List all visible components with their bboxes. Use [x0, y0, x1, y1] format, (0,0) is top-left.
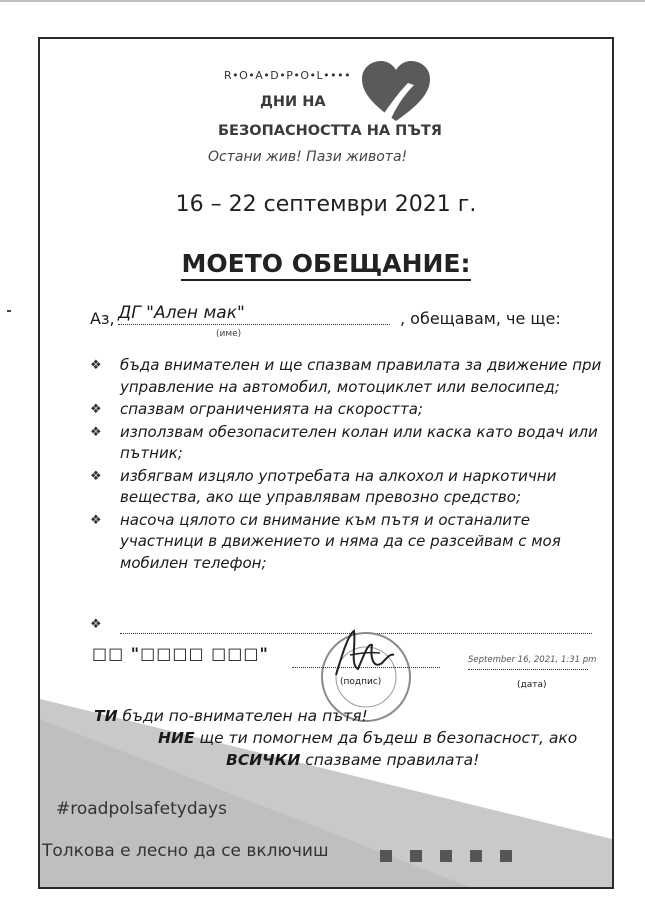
date-label: (дата) [517, 680, 547, 690]
decorative-squares [380, 847, 530, 866]
signature-label: (подпис) [340, 677, 382, 687]
promise-list [90, 355, 610, 575]
name-prefix: Аз, [90, 309, 115, 328]
bullet-diamond-icon: ❖ [90, 358, 102, 373]
name-suffix: , обещавам, че ще: [400, 309, 561, 328]
bullet-diamond-icon: ❖ [90, 617, 102, 632]
square-icon [470, 850, 482, 862]
school-name-text: □□ "□□□□ □□□" [92, 644, 269, 663]
header-title-line1: ДНИ НА [260, 94, 326, 110]
scan-speck [7, 310, 11, 312]
square-icon [380, 850, 392, 862]
campaign-dates: 16 – 22 септември 2021 г. [175, 192, 477, 217]
bullet-diamond-icon: ❖ [90, 468, 102, 484]
header-slogan: Остани жив! Пази живота! [208, 149, 408, 165]
list-item: ❖ насоча цялото си внимание към пътя и останалите участници в движението и няма да се разсейвам с моя мобилен телефон; [90, 510, 561, 572]
top-border-line [0, 0, 645, 2]
header-title-line2: БЕЗОПАСНОСТТА НА ПЪТЯ [218, 123, 442, 139]
list-item: ❖ избягвам изцяло употребата на алкохол и наркотични вещества, ако ще управлявам превозно средство; [90, 466, 557, 506]
list-item: ❖ бъда внимателен и ще спазвам правилата за движение при управление на автомобил, мотоциклет или велосипед; [90, 356, 602, 396]
closing-line-3: ВСИЧКИ спазваме правилата! [226, 751, 480, 769]
square-icon [500, 850, 512, 862]
bullet-diamond-icon: ❖ [90, 512, 102, 528]
pledge-title: МОЕТО ОБЕЩАНИЕ: [40, 249, 612, 278]
name-value: ДГ "Ален мак" [118, 303, 245, 323]
date-value: September 16, 2021, 1:31 pm [468, 655, 597, 665]
bullet-diamond-icon: ❖ [90, 402, 102, 417]
hashtag-text: #roadpolsafetydays [56, 799, 227, 819]
list-item: ❖ спазвам ограниченията на скоростта; [90, 399, 610, 421]
name-dotted-line [118, 324, 390, 325]
pledge-sheet [38, 37, 614, 889]
handwritten-signature [330, 625, 400, 685]
signature-dotted-line [292, 667, 440, 668]
heart-road-logo-icon [360, 59, 432, 123]
square-icon [410, 850, 422, 862]
square-icon [440, 850, 452, 862]
bullet-diamond-icon: ❖ [90, 424, 102, 440]
name-field-label: (име) [216, 329, 242, 339]
date-dotted-line [468, 669, 588, 670]
footer-tagline: Толкова е лесно да се включиш [42, 841, 329, 861]
roadpol-brand: R•O•A•D•P•O•L•••• [224, 69, 352, 82]
closing-line-1: ТИ бъди по-внимателен на пътя! [94, 707, 368, 725]
closing-line-2: НИЕ ще ти помогнем да бъдеш в безопасност, ако [158, 729, 578, 747]
list-item: ❖ използвам обезопасителен колан или каска като водач или пътник; [90, 422, 598, 462]
